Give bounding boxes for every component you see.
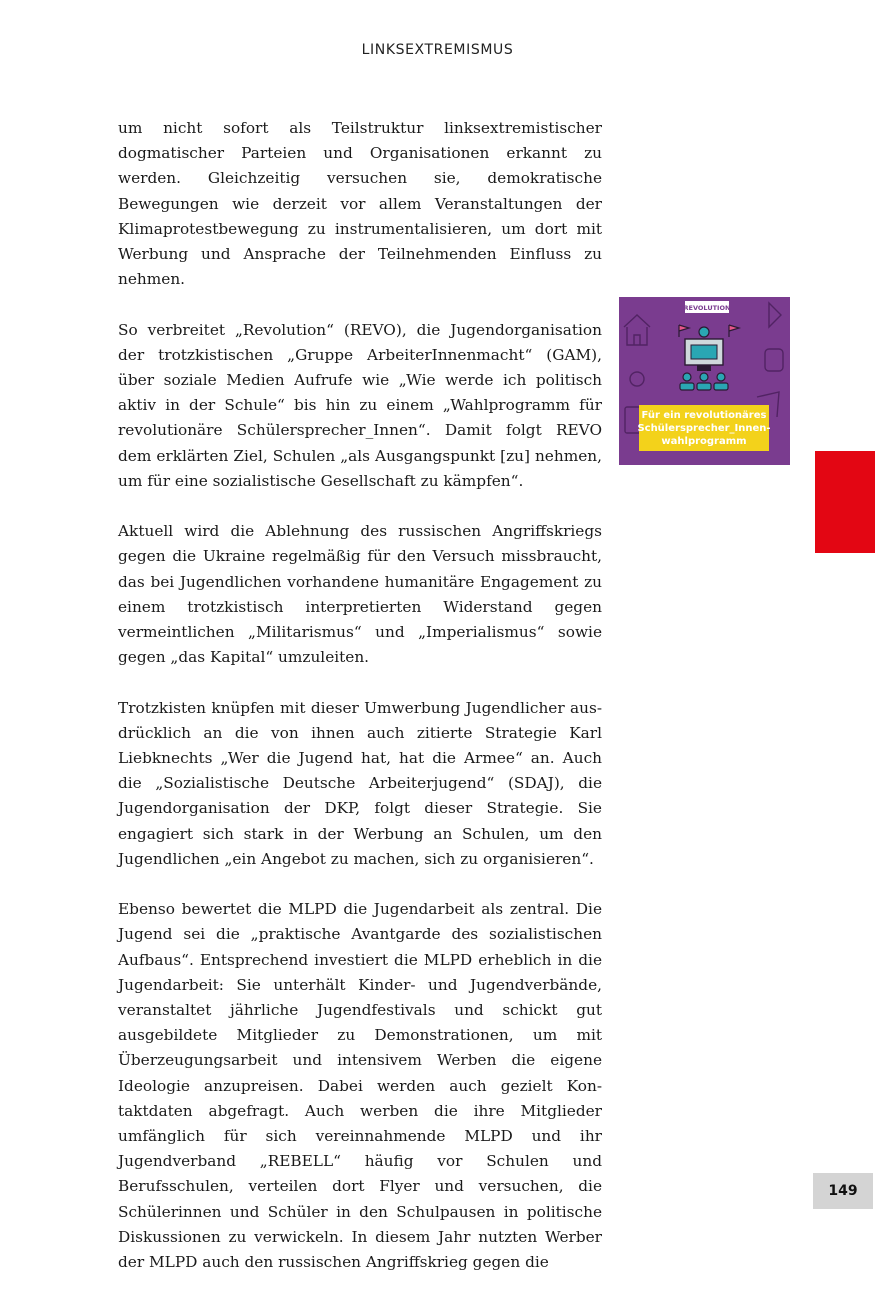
- body-text: [118, 116, 602, 1300]
- audience-icon: [680, 373, 728, 390]
- caption-line-3: wahlprogramm: [661, 436, 747, 447]
- revolution-flyer-image: [619, 297, 790, 465]
- running-header: LINKSEXTREMISMUS: [361, 42, 514, 58]
- caption-line-2: Schülersprecher_Innen-: [637, 423, 771, 434]
- paragraph: Ebenso bewertet die MLPD die Jugendarbeit als zentral. Die Jugend sei die „praktische Avantgarde des sozialistischen Aufbaus“. Entsprechend investiert die MLPD erheblich in die Jugendarbeit: Sie unterhält Kinder- und Jugendverbände, veranstaltet jährliche Jugendfestivals und schickt gut ausgebildete Mitglieder zu Demonstrationen, um mit Überzeugungsarbeit und intensivem Werben die eigene Ideologie anzupreisen. Dabei werden auch gezielt Kontaktdaten abgefragt. Auch werben die ihre Mitglieder umfänglich für sich vereinnahmende MLPD und ihr Jugendverband „REBELL“ häufig vor Schulen und Berufsschulen, verteilen dort Flyer und versuchen, die Schülerinnen und Schüler in den Schulpausen in politische Diskussionen zu verwickeln. In diesem Jahr nutzten Werber der MLPD auch den russischen Angriffskrieg gegen die: [118, 900, 602, 1272]
- chapter-side-tab: [815, 451, 875, 553]
- backpack-icon: [765, 349, 783, 371]
- school-house-icon: [624, 315, 650, 345]
- paragraph: Aktuell wird die Ablehnung des russischen Angriffskriegs gegen die Ukraine regelmäßig für den Versuch missbraucht, das bei Jugendlichen vorhandene humanitäre Engagement zu einem trotzkistisch interpretierten Widerstand gegen vermeintlichen „Militarismus“ und „Imperialismus“ sowie gegen „das Kapital“ umzuleiten.: [118, 522, 602, 667]
- pencil-icon: [769, 303, 781, 327]
- revolution-badge: REVOLUTION: [683, 304, 731, 312]
- paragraph: um nicht sofort als Teilstruktur linksextremistischer dogmatischer Parteien und Organisationen erkannt zu werden. Gleichzeitig versuchen sie, demokratische Bewegungen wie derzeit vor allem Veranstaltungen der Klimaprotestbewegung zu instrumentalisieren, um dort mit Werbung und Ansprache der Teilnehmenden Einfluss zu nehmen.: [118, 119, 602, 289]
- clock-icon: [630, 372, 644, 386]
- caption-line-1: Für ein revolutionäres: [641, 410, 767, 421]
- flyer-illustration: [619, 297, 790, 465]
- paragraph: So verbreitet „Revolution“ (REVO), die Jugendorganisation der trotzkistischen „Gruppe ArbeiterInnenmacht“ (GAM), über soziale Medien Aufrufe wie „Wie werde ich politisch aktiv in der Schule“ bis hin zu einem „Wahlprogramm für revolutionäre Schülersprecher_Innen“. Damit folgt REVO dem erklärten Ziel, Schulen „als Ausgangspunkt [zu] nehmen, um für eine sozialistische Gesellschaft zu kämpfen“.: [118, 320, 602, 490]
- podium-icon: [679, 325, 739, 371]
- paragraph: Trotzkisten knüpfen mit dieser Umwerbung Jugendlicher ausdrücklich an die von ihnen auch zitierte Strategie Karl Liebknechts „Wer die Jugend hat, hat die Armee“ an. Auch die „Sozialistische Deutsche Arbeiterjugend“ (SDAJ), die Jugendorganisation der DKP, folgt dieser Strategie. Sie engagiert sich stark in der Werbung an Schulen, um den Jugendlichen „ein Angebot zu machen, sich zu organisieren“.: [118, 698, 602, 868]
- page-number: 149: [813, 1173, 873, 1209]
